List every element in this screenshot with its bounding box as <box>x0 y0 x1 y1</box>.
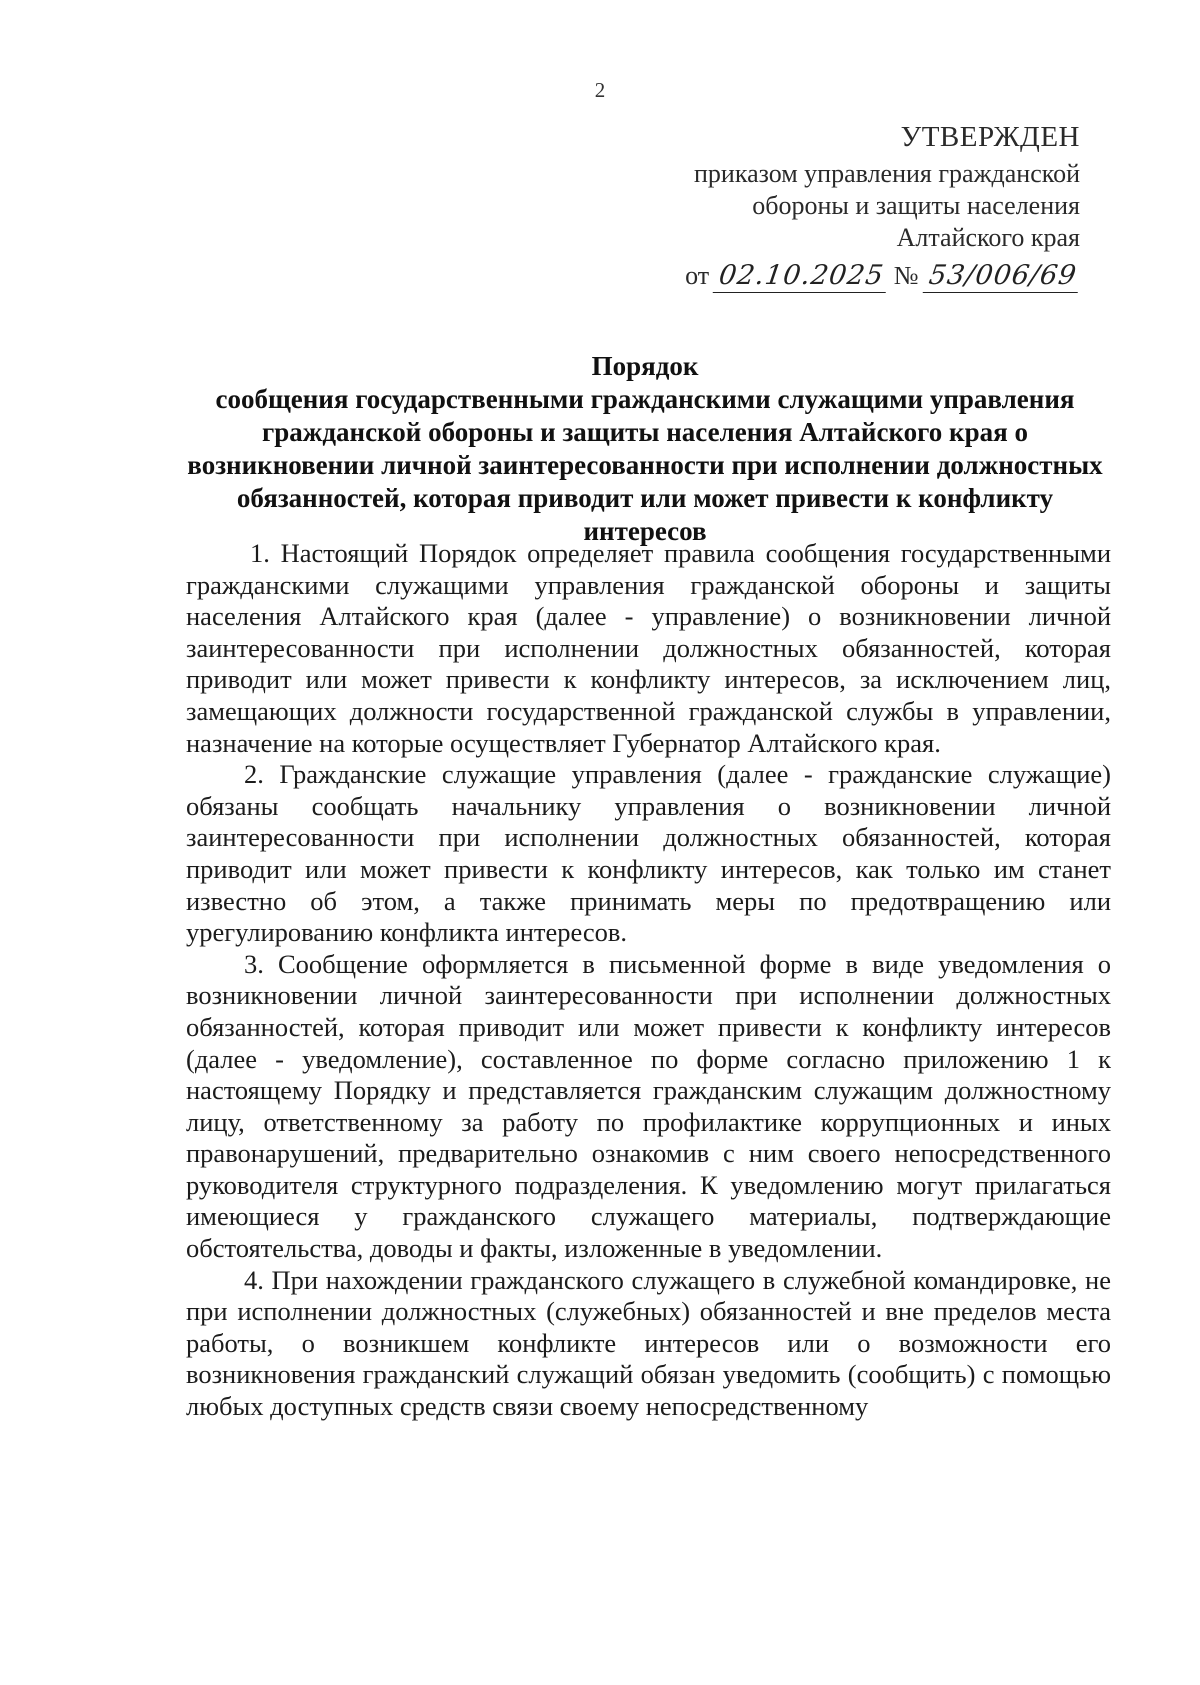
document-body <box>186 538 1111 1423</box>
approval-date-line <box>620 260 1080 293</box>
document-title <box>180 350 1110 548</box>
title-main: Порядок <box>591 351 699 381</box>
handwritten-number: 53/006/69 <box>922 260 1082 293</box>
approval-line-3: Алтайского края <box>896 223 1080 252</box>
paragraph-4: 4. При нахождении гражданского служащего в служебной командировке, не при исполнении должностных (служебных) обязанностей и вне пределов места работы, о возникшем конфликте интересов или о возможности его возникновения гражданский служащий обязан уведомить (сообщить) с помощью любых доступных средств связи своему непосредственному <box>186 1264 1111 1422</box>
handwritten-date: 02.10.2025 <box>713 260 890 293</box>
date-prefix: от <box>685 261 710 290</box>
approval-line-2: обороны и защиты населения <box>752 191 1080 220</box>
paragraph-1: 1. Настоящий Порядок определяет правила сообщения государственными гражданскими служащими управления гражданской обороны и защиты населения Алтайского края (далее - управление) о возникновении личной заинтересованности при исполнении должностных обязанностей, которая приводит или может привести к конфликту интересов, за исключением лиц, замещающих должности государственной гражданской службы в управлении, назначение на которые осуществляет Губернатор Алтайского края. <box>186 538 1111 758</box>
paragraph-2: 2. Гражданские служащие управления (далее - гражданские служащие) обязаны сообщать начальнику управления о возникновении личной заинтересованности при исполнении должностных обязанностей, которая приводит или может привести к конфликту интересов, как только им станет известно об этом, а также принимать меры по предотвращению или урегулированию конфликта интересов. <box>186 759 1111 948</box>
approval-stamp <box>620 118 1080 293</box>
paragraph-3: 3. Сообщение оформляется в письменной форме в виде уведомления о возникновении личной заинтересованности при исполнении должностных обязанностей, которая приводит или может привести к конфликту интересов (далее - уведомление), составленное по форме согласно приложению 1 к настоящему Порядку и представляется гражданским служащим должностному лицу, ответственному за работу по профилактике коррупционных и иных правонарушений, предварительно ознакомив с ним своего непосредственного руководителя структурного подразделения. К уведомлению могут прилагаться имеющиеся у гражданского служащего материалы, подтверждающие обстоятельства, доводы и факты, изложенные в уведомлении. <box>186 948 1111 1264</box>
number-prefix: № <box>893 261 919 290</box>
page-number: 2 <box>594 78 606 102</box>
approval-title: УТВЕРЖДЕН <box>900 121 1080 153</box>
approval-line-1: приказом управления гражданской <box>694 159 1080 188</box>
title-subtitle: сообщения государственными гражданскими служащими управления гражданской обороны и защиты населения Алтайского края о возникновении личной заинтересованности при исполнении должностных обязанностей, которая приводит или может привести к конфликту интересов <box>187 384 1103 546</box>
